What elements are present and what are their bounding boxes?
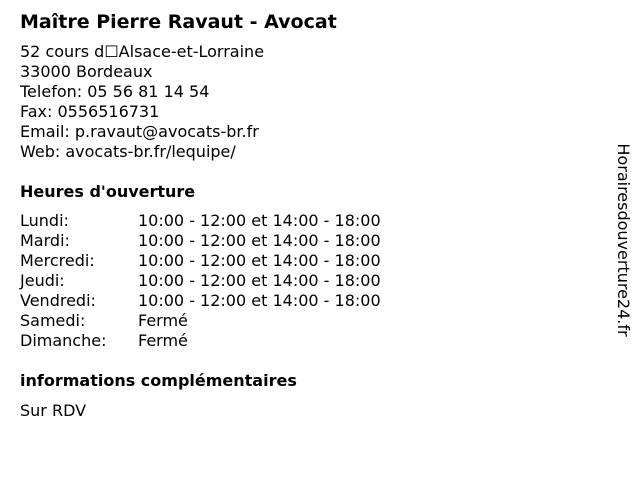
- address-street: 52 cours d☐Alsace-et-Lorraine: [20, 42, 265, 61]
- page-title: Maître Pierre Ravaut - Avocat: [20, 11, 337, 33]
- hours-day: Mardi:: [20, 231, 70, 250]
- opening-hours-heading: Heures d'ouverture: [20, 182, 196, 201]
- site-watermark: Horairesdouverture24.fr: [614, 143, 633, 337]
- additional-info-text: Sur RDV: [20, 401, 87, 420]
- hours-row-jeudi: [20, 271, 381, 291]
- hours-row-samedi: [20, 311, 381, 331]
- hours-time: Fermé: [138, 331, 188, 350]
- hours-row-vendredi: [20, 291, 381, 311]
- hours-row-mardi: [20, 231, 381, 251]
- listing-card: [20, 10, 600, 421]
- hours-day: Jeudi:: [20, 271, 65, 290]
- email-line: Email: p.ravaut@avocats-br.fr: [20, 122, 259, 141]
- hours-row-mercredi: [20, 251, 381, 271]
- additional-info-heading: informations complémentaires: [20, 371, 297, 390]
- hours-time: 10:00 - 12:00 et 14:00 - 18:00: [138, 211, 381, 230]
- hours-time: 10:00 - 12:00 et 14:00 - 18:00: [138, 231, 381, 250]
- address-city: 33000 Bordeaux: [20, 62, 153, 81]
- hours-day: Mercredi:: [20, 251, 95, 270]
- hours-day: Dimanche:: [20, 331, 107, 350]
- hours-time: 10:00 - 12:00 et 14:00 - 18:00: [138, 291, 381, 310]
- opening-hours-table: [20, 211, 381, 351]
- hours-time: 10:00 - 12:00 et 14:00 - 18:00: [138, 271, 381, 290]
- hours-row-dimanche: [20, 331, 381, 351]
- hours-day: Vendredi:: [20, 291, 96, 310]
- hours-day: Samedi:: [20, 311, 86, 330]
- phone-line: Telefon: 05 56 81 14 54: [20, 82, 210, 101]
- hours-row-lundi: [20, 211, 381, 231]
- hours-time: Fermé: [138, 311, 188, 330]
- web-line: Web: avocats-br.fr/lequipe/: [20, 142, 236, 161]
- fax-line: Fax: 0556516731: [20, 102, 160, 121]
- hours-time: 10:00 - 12:00 et 14:00 - 18:00: [138, 251, 381, 270]
- hours-day: Lundi:: [20, 211, 69, 230]
- contact-block: [20, 42, 600, 162]
